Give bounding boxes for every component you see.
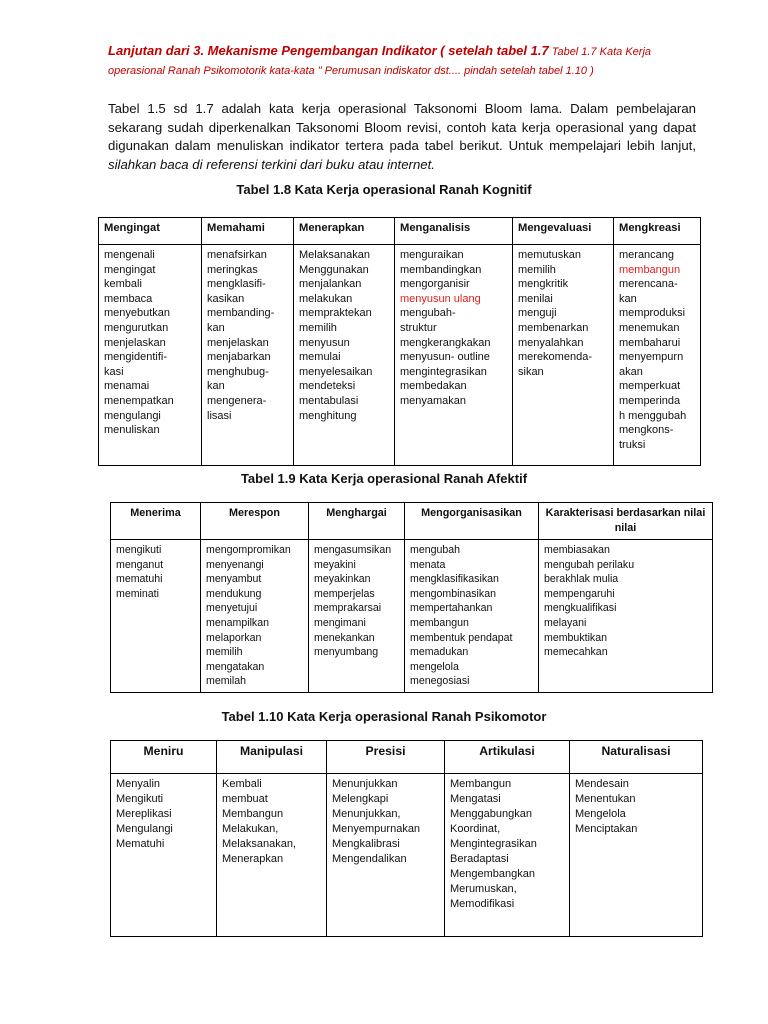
list-item: akan (619, 365, 643, 378)
list-item: menyetujui (206, 602, 258, 615)
list-item: Merumuskan, (450, 883, 517, 895)
list-item: Membangun (222, 808, 284, 820)
list-item: kasi (104, 365, 124, 378)
list-item: menyelesaikan (299, 365, 373, 378)
table-cell (202, 245, 294, 466)
list-item: memecahkan (544, 646, 608, 659)
list-item: membuktikan (544, 631, 607, 644)
list-item: menemukan (619, 321, 680, 334)
list-item: Koordinat, (450, 823, 501, 835)
list-item: mengintegrasikan (400, 365, 487, 378)
list-item: kembali (104, 278, 142, 291)
list-item: mengkritik (518, 278, 569, 291)
caption-table-1-10: Tabel 1.10 Kata Kerja operasional Ranah Psikomotor (221, 709, 547, 724)
list-item: mempertahankan (410, 602, 493, 615)
list-item: membangun (619, 263, 681, 276)
list-item: mengklasifi- (207, 278, 266, 291)
list-item: membangun (410, 616, 469, 629)
list-item: Menggunakan (299, 263, 369, 276)
list-item: Menciptakan (575, 823, 638, 835)
list-item: mengurutkan (104, 321, 169, 334)
list-item: membanding- (207, 307, 275, 320)
list-item: menempatkan (104, 394, 174, 407)
table-cell (111, 774, 217, 937)
list-item: Mengkalibrasi (332, 838, 400, 850)
list-item: sikan (518, 365, 544, 378)
list-item: menyambut (206, 573, 262, 586)
list-item: memadukan (410, 646, 469, 659)
list-item: menyusun ulang (400, 292, 481, 305)
list-item: merencana- (619, 278, 678, 291)
list-item: mendukung (206, 587, 262, 600)
header-note (108, 42, 668, 80)
list-item: melayani (544, 616, 587, 629)
list-item: mempraktekan (299, 307, 372, 320)
list-item: mengombinasikan (410, 587, 496, 600)
list-item: mengubah perilaku (544, 558, 635, 571)
list-item: Mengikuti (116, 793, 164, 805)
list-item: berakhlak mulia (544, 573, 619, 586)
caption-table-1-8: Tabel 1.8 Kata Kerja operasional Ranah Kognitif (236, 182, 532, 197)
list-item: Memodifikasi (450, 898, 515, 910)
list-item: membuat (222, 793, 268, 805)
list-item: membandingkan (400, 263, 482, 276)
list-item: menghubug- (207, 365, 269, 378)
column-header: Presisi (327, 741, 445, 774)
list-item: membentuk pendapat (410, 631, 513, 644)
list-item: truksi (619, 438, 646, 451)
table-row (99, 245, 701, 466)
list-item: Mengelola (575, 808, 626, 820)
list-item: meringkas (207, 263, 258, 276)
column-header: Mengevaluasi (513, 218, 614, 245)
list-item: h menggubah (619, 409, 687, 422)
list-item: Melakukan, (222, 823, 279, 835)
list-item: memilih (518, 263, 556, 276)
list-item: membedakan (400, 380, 467, 393)
table-cell (327, 774, 445, 937)
table-row (111, 774, 703, 937)
list-item: Melaksanakan (299, 249, 370, 261)
column-header: Merespon (201, 503, 309, 540)
list-item: menguraikan (400, 249, 464, 261)
list-item: memulai (299, 351, 341, 364)
table-cell (395, 245, 513, 466)
table-header-row (111, 503, 713, 540)
list-item: Beradaptasi (450, 853, 509, 865)
list-item: memilih (299, 321, 337, 334)
list-item: mengingat (104, 263, 156, 276)
column-header: Artikulasi (445, 741, 570, 774)
list-item: mengklasifikasikan (410, 573, 499, 586)
header-note-detail: Tabel 1.7 Kata Kerja operasional Ranah Psikomotorik kata-kata " Perumusan indiskator dst.... pindah setelah tabel 1.10 ) (108, 46, 652, 77)
intro-paragraph-italic: silahkan baca di referensi terkini dari buku atau internet. (108, 156, 435, 172)
list-item: menyenangi (206, 558, 264, 571)
list-item: Mendesain (575, 778, 629, 790)
table-cell (539, 540, 713, 693)
list-item: menyumbang (314, 646, 379, 659)
table-cell (111, 540, 201, 693)
list-item: kasikan (207, 292, 245, 305)
list-item: Mereplikasi (116, 808, 172, 820)
list-item: Menunjukkan (332, 778, 398, 790)
list-item: mengubah (410, 544, 461, 556)
list-item: menegosiasi (410, 675, 470, 688)
table-cell (614, 245, 701, 466)
column-header: Mengkreasi (614, 218, 701, 245)
column-header: Mengorganisasikan (405, 503, 539, 540)
list-item: mematuhi (116, 573, 163, 586)
list-item: menjabarkan (207, 351, 271, 364)
list-item: memprakarsai (314, 602, 382, 615)
list-item: mengelola (410, 660, 459, 673)
list-item: Mengintegrasikan (450, 838, 537, 850)
list-item: mengidentifi- (104, 351, 167, 364)
list-item: membaharui (619, 336, 681, 349)
list-item: memutuskan (518, 249, 581, 261)
column-header: Menghargai (309, 503, 405, 540)
list-item: Menyempurnakan (332, 823, 421, 835)
column-header: Manipulasi (217, 741, 327, 774)
table-psikomotor (110, 740, 703, 937)
table-cell (570, 774, 703, 937)
list-item: melaporkan (206, 631, 262, 644)
list-item: struktur (400, 321, 437, 334)
list-item: menekankan (314, 631, 375, 644)
list-item: memilah (206, 675, 247, 688)
table-cell (445, 774, 570, 937)
list-item: memperkuat (619, 380, 681, 393)
list-item: Menggabungkan (450, 808, 532, 820)
list-item: membiasakan (544, 544, 610, 556)
list-item: melakukan (299, 292, 353, 305)
column-header: Naturalisasi (570, 741, 703, 774)
list-item: menuliskan (104, 424, 160, 437)
list-item: meminati (116, 587, 159, 600)
list-item: kan (207, 380, 225, 393)
list-item: menata (410, 558, 446, 571)
list-item: menyalahkan (518, 336, 584, 349)
table-cell (405, 540, 539, 693)
list-item: memperinda (619, 394, 681, 407)
intro-paragraph (108, 100, 696, 174)
list-item: meyakinkan (314, 573, 371, 586)
list-item: Mengulangi (116, 823, 173, 835)
table-cell (294, 245, 395, 466)
list-item: menyusun- outline (400, 351, 490, 364)
list-item: mendeteksi (299, 380, 356, 393)
column-header: Karakterisasi berdasarkan nilai nilai (539, 503, 713, 540)
list-item: menyempurn (619, 351, 684, 364)
table-cell (513, 245, 614, 466)
list-item: kan (207, 321, 225, 334)
list-item: Melaksanakan, (222, 838, 296, 850)
list-item: menguji (518, 307, 557, 320)
intro-paragraph-text: Tabel 1.5 sd 1.7 adalah kata kerja operasional Taksonomi Bloom lama. Dalam pembelajaran sekarang sudah diperkenalkan Taksonomi Bloom revisi, contoh kata kerja operasional yang dapat digunakan dalam menuliskan indikator tertera pada tabel berikut. Untuk mempelajari lebih lanjut, (108, 101, 696, 153)
column-header: Menganalisis (395, 218, 513, 245)
list-item: mengikuti (116, 544, 162, 556)
list-item: menghitung (299, 409, 357, 422)
table-cell (99, 245, 202, 466)
list-item: mengasumsikan (314, 544, 392, 556)
list-item: meyakini (314, 558, 356, 571)
list-item: mengkualifikasi (544, 602, 617, 615)
column-header: Menerima (111, 503, 201, 540)
list-item: merancang (619, 249, 675, 261)
column-header: Mengingat (99, 218, 202, 245)
list-item: mengkerangkakan (400, 336, 491, 349)
table-kognitif (98, 217, 701, 466)
list-item: merekomenda- (518, 351, 592, 364)
table-cell (309, 540, 405, 693)
list-item: mengompromikan (206, 544, 291, 556)
list-item: Menunjukkan, (332, 808, 401, 820)
list-item: mengulangi (104, 409, 161, 422)
list-item: menyebutkan (104, 307, 171, 320)
table-afektif (110, 502, 713, 693)
table-header-row (111, 741, 703, 774)
list-item: menampilkan (206, 616, 270, 629)
column-header: Memahami (202, 218, 294, 245)
list-item: Mengatasi (450, 793, 501, 805)
table-header-row (99, 218, 701, 245)
list-item: mengorganisir (400, 278, 470, 291)
table-cell (201, 540, 309, 693)
list-item: Mengembangkan (450, 868, 536, 880)
list-item: menamai (104, 380, 150, 393)
header-note-main: Lanjutan dari 3. Mekanisme Pengembangan Indikator ( setelah tabel 1.7 (108, 43, 549, 58)
list-item: Menerapkan (222, 853, 284, 865)
list-item: menganut (116, 558, 164, 571)
list-item: mentabulasi (299, 394, 359, 407)
list-item: mengimani (314, 616, 366, 629)
table-row (111, 540, 713, 693)
list-item: Menyalin (116, 778, 161, 790)
list-item: menilai (518, 292, 553, 305)
list-item: Menentukan (575, 793, 636, 805)
list-item: mengatakan (206, 660, 265, 673)
list-item: lisasi (207, 409, 232, 422)
list-item: mengenali (104, 249, 155, 261)
table-cell (217, 774, 327, 937)
list-item: memproduksi (619, 307, 686, 320)
list-item: menjelaskan (104, 336, 166, 349)
list-item: Kembali (222, 778, 262, 790)
caption-table-1-9: Tabel 1.9 Kata Kerja operasional Ranah Afektif (240, 471, 528, 486)
list-item: Mematuhi (116, 838, 165, 850)
list-item: kan (619, 292, 637, 305)
list-item: Mengendalikan (332, 853, 407, 865)
column-header: Menerapkan (294, 218, 395, 245)
list-item: membaca (104, 292, 153, 305)
column-header: Meniru (111, 741, 217, 774)
list-item: memperjelas (314, 587, 375, 600)
list-item: menyamakan (400, 394, 467, 407)
list-item: membenarkan (518, 321, 589, 334)
list-item: mengubah- (400, 307, 456, 320)
list-item: Melengkapi (332, 793, 389, 805)
list-item: mengenera- (207, 394, 267, 407)
list-item: menyusun (299, 336, 350, 349)
list-item: menafsirkan (207, 249, 267, 261)
list-item: mengkons- (619, 424, 674, 437)
list-item: menjelaskan (207, 336, 269, 349)
list-item: menjalankan (299, 278, 362, 291)
list-item: memilih (206, 646, 243, 659)
list-item: Membangun (450, 778, 512, 790)
list-item: mempengaruhi (544, 587, 615, 600)
